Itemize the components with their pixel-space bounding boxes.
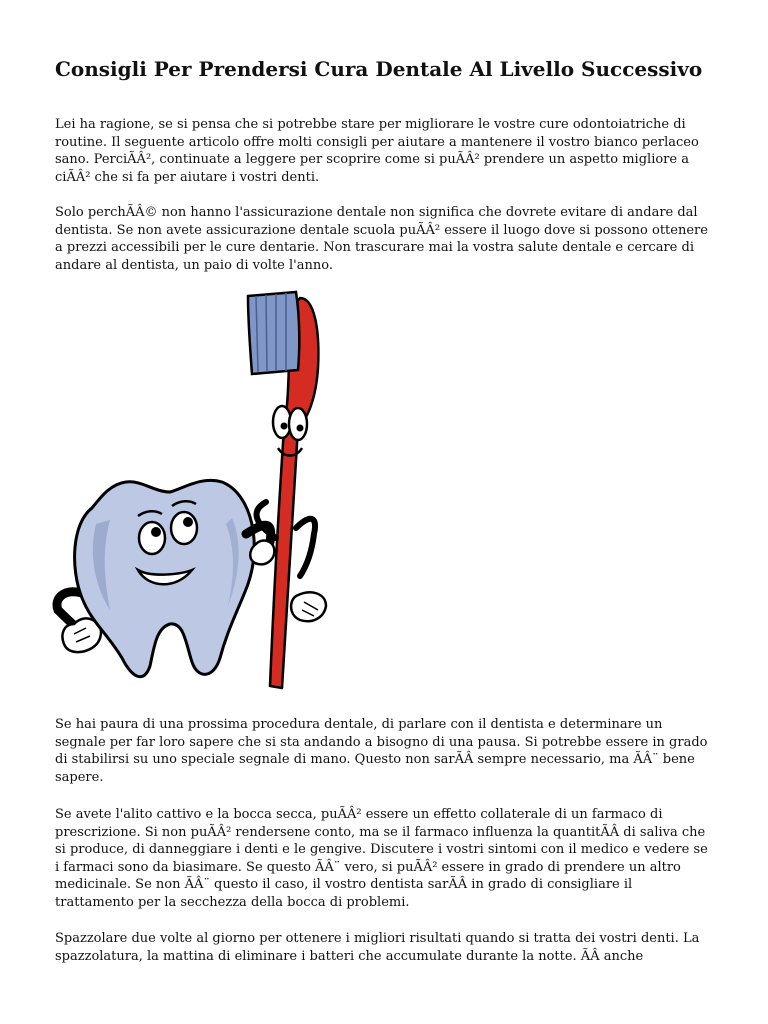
tooth-and-toothbrush-illustration <box>52 288 342 698</box>
toothbrush-bristles <box>248 292 299 374</box>
paragraph-2: Solo perchÃÂ© non hanno l'assicurazione dentale non significa che dovrete evitare di andare dal dentista. Se non avete assicurazione dentale scuola puÃÂ² essere il luogo dove si possono ottenere a prezzi accessibili per le cure dentarie. Non trascurare mai la vostra salute dentale e cercare di andare al dentista, un paio di volte l'anno. <box>55 205 708 273</box>
article-title: Consigli Per Prendersi Cura Dentale Al Livello Successivo <box>55 57 703 81</box>
paragraph-1: Lei ha ragione, se si pensa che si potrebbe stare per migliorare le vostre cure odontoiatriche di routine. Il seguente articolo offre molti consigli per aiutare a mantenere il vostro bianco perlaceo sano. PerciÃÂ², continuate a leggere per scoprire come si puÃÂ² prendere un aspetto migliore a ciÃÂ² che si fa per aiutare i vostri denti. <box>55 117 699 185</box>
toothbrush-left-arm <box>257 502 276 538</box>
paragraph-3: Se hai paura di una prossima procedura dentale, di parlare con il dentista e determinare un segnale per far loro sapere che si sta andando a bisogno di una pausa. Si potrebbe essere in grado di stabilirsi su uno speciale segnale di mano. Questo non sarÃÂ sempre necessario, ma ÃÂ¨ bene sapere. <box>55 717 708 785</box>
toothbrush-handle <box>270 428 298 688</box>
toothbrush-right-arm <box>296 519 315 576</box>
paragraph-5: Spazzolare due volte al giorno per ottenere i migliori risultati quando si tratta dei vostri denti. La spazzolatura, la mattina di eliminare i batteri che accumulate durante la notte. ÃÂ anche <box>55 931 700 964</box>
paragraph-4: Se avete l'alito cattivo e la bocca secca, puÃÂ² essere un effetto collaterale di un farmaco di prescrizione. Si non puÃÂ² rendersene conto, ma se il farmaco influenza la quantitÃÂ di saliva che si produce, di danneggiare i denti e le gengive. Discutere i vostri sintomi con il medico e vedere se i farmaci sono da biasimare. Se questo ÃÂ¨ vero, si puÃÂ² essere in grado di prendere un altro medicinale. Se non ÃÂ¨ questo il caso, il vostro dentista sarÃÂ in grado di consigliare il trattamento per la secchezza della bocca di problemi. <box>55 807 708 910</box>
